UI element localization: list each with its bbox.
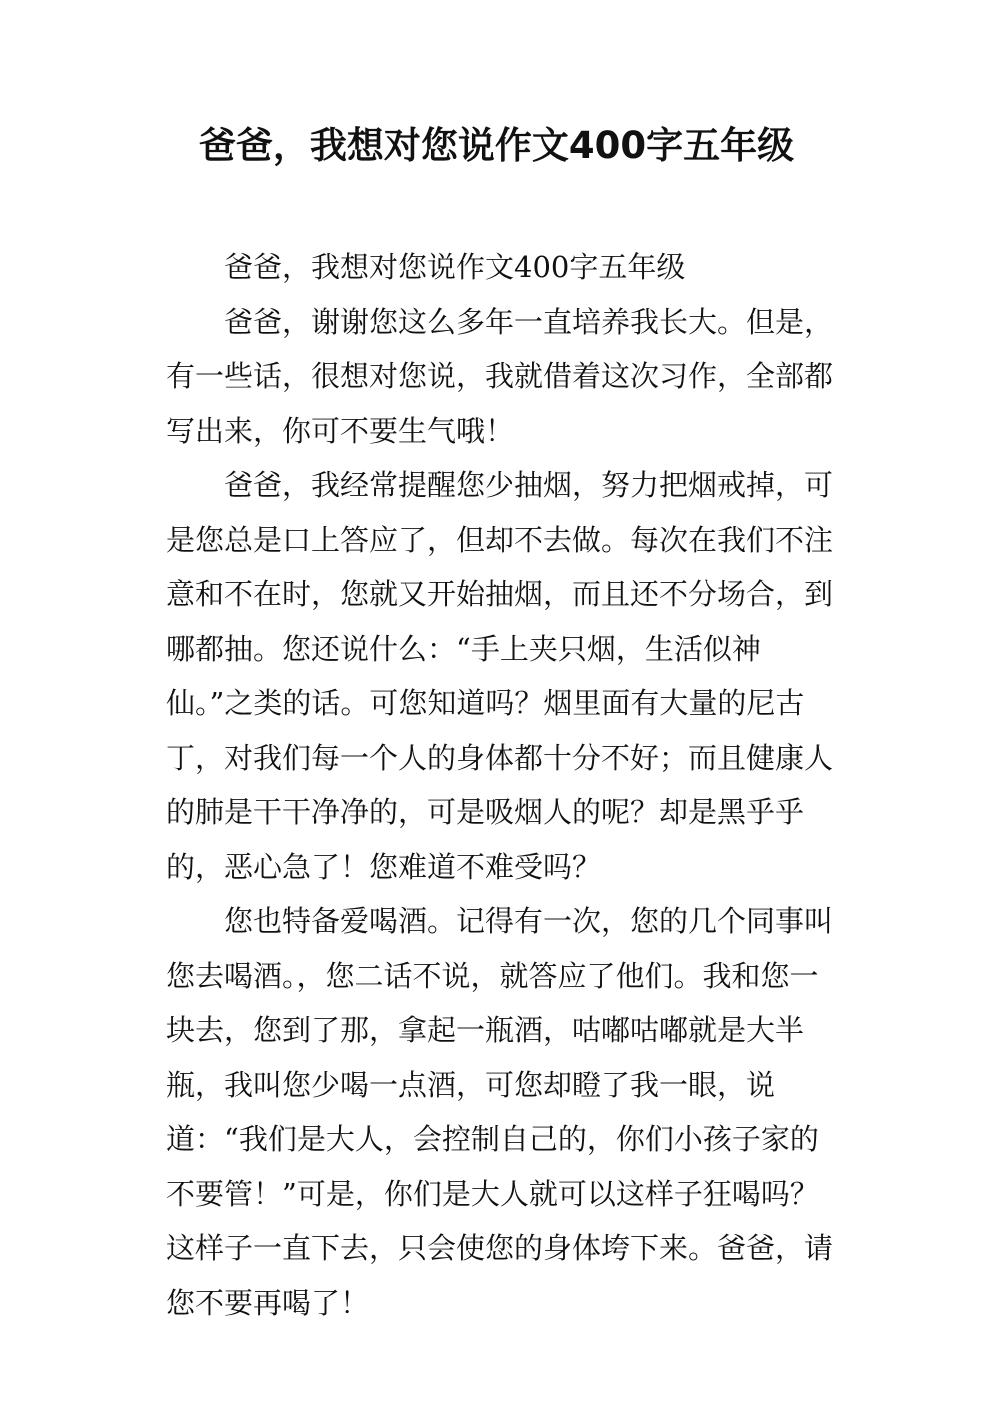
paragraph: 您也特备爱喝酒。记得有一次，您的几个同事叫您去喝酒。，您二话不说，就答应了他们。我和您一块去，您到了那，拿起一瓶酒，咕嘟咕嘟就是大半瓶，我叫您少喝一点酒，可您却瞪了我一眼，说道：“我们是大人，会控制自己的，你们小孩子家的不要管！”可是，你们是大人就可以这样子狂喝吗？这样子一直下去，只会使您的身体垮下来。爸爸，请您不要再喝了！ xyxy=(166,904,834,1320)
document-body xyxy=(166,240,836,1330)
paragraph: 爸爸，谢谢您这么多年一直培养我长大。但是，有一些话，很想对您说，我就借着这次习作，全部都写出来，你可不要生气哦！ xyxy=(166,304,834,448)
paragraph: 爸爸，我经常提醒您少抽烟，努力把烟戒掉，可是您总是口上答应了，但却不去做。每次在我们不注意和不在时，您就又开始抽烟，而且还不分场合，到哪都抽。您还说什么：“手上夹只烟，生活似神仙。”之类的话。可您知道吗？烟里面有大量的尼古丁，对我们每一个人的身体都十分不好；而且健康人的肺是干干净净的，可是吸烟人的呢？却是黑乎乎的，恶心急了！您难道不难受吗？ xyxy=(166,468,834,884)
document-title: 爸爸，我想对您说作文400字五年级 xyxy=(198,124,795,167)
paragraph: 爸爸，我想对您说作文400字五年级 xyxy=(224,250,686,284)
